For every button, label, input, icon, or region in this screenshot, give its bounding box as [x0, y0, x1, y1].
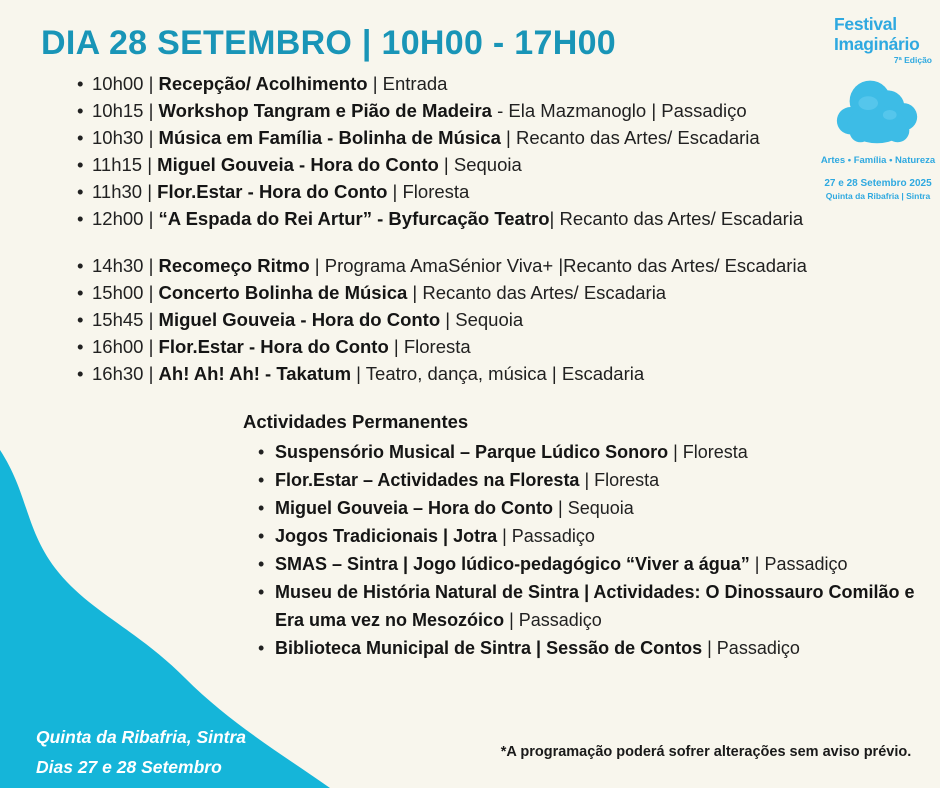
event-detail: | Floresta	[668, 442, 748, 462]
event-item	[258, 550, 918, 578]
event-item	[258, 578, 918, 634]
event-name: Música em Família - Bolinha de Música	[158, 127, 501, 148]
event-detail: 14h30 |	[92, 255, 159, 276]
event-detail: | Floresta	[387, 181, 470, 202]
event-detail: | Floresta	[388, 336, 471, 357]
event-item	[258, 522, 918, 550]
event-detail: 12h00 |	[92, 208, 159, 229]
logo-edition-label: 7ª Edição	[893, 55, 932, 65]
event-name: Miguel Gouveia - Hora do Conto	[158, 309, 441, 330]
footer-venue-line2: Dias 27 e 28 Setembro	[36, 757, 222, 777]
event-name: Flor.Estar – Actividades na Floresta	[275, 470, 580, 490]
event-detail: | Sequoia	[438, 154, 522, 175]
permanent-activities-heading: Actividades Permanentes	[243, 411, 469, 432]
event-item	[258, 634, 918, 662]
event-item	[258, 438, 918, 466]
event-name: Ah! Ah! Ah! - Takatum	[158, 363, 352, 384]
festival-logo	[818, 14, 938, 201]
event-name: “A Espada do Rei Artur” - Byfurcação Teatro	[158, 208, 550, 229]
event-item	[77, 70, 803, 97]
event-name: Workshop Tangram e Pião de Madeira	[158, 100, 492, 121]
event-detail: | Recanto das Artes/ Escadaria	[407, 282, 667, 303]
event-name: Flor.Estar - Hora do Conto	[157, 181, 388, 202]
event-detail: | Programa AmaSénior Viva+ |Recanto das Artes/ Escadaria	[309, 255, 807, 276]
event-detail: | Recanto das Artes/ Escadaria	[500, 127, 760, 148]
event-list-permanent	[258, 438, 918, 662]
event-detail: | Sequoia	[553, 498, 634, 518]
event-detail: 15h00 |	[92, 282, 159, 303]
disclaimer-note: *A programação poderá sofrer alterações sem aviso prévio.	[500, 744, 912, 760]
footer-venue-line1: Quinta da Ribafria, Sintra	[36, 727, 247, 747]
logo-word-festival: Festival	[834, 14, 897, 34]
event-detail: 10h30 |	[92, 127, 159, 148]
event-detail: | Sequoia	[440, 309, 524, 330]
event-name: Miguel Gouveia – Hora do Conto	[275, 498, 554, 518]
event-detail: | Passadiço	[702, 638, 800, 658]
event-name: SMAS – Sintra | Jogo lúdico-pedagógico “Viver a água”	[275, 554, 750, 574]
event-detail: | Teatro, dança, música | Escadaria	[351, 363, 645, 384]
logo-wordmark	[818, 14, 938, 54]
event-item	[77, 306, 807, 333]
event-detail: 10h00 |	[92, 73, 159, 94]
event-detail: | Recanto das Artes/ Escadaria	[549, 208, 804, 229]
event-detail: 16h30 |	[92, 363, 159, 384]
event-item	[77, 151, 803, 178]
event-item	[77, 205, 803, 232]
event-item	[77, 333, 807, 360]
event-name: Flor.Estar - Hora do Conto	[158, 336, 389, 357]
event-name: Jogos Tradicionais | Jotra	[275, 526, 498, 546]
event-name: Recepção/ Acolhimento	[158, 73, 368, 94]
event-item	[77, 252, 807, 279]
event-item	[77, 360, 807, 387]
event-detail: | Passadiço	[497, 526, 595, 546]
event-name: Recomeço Ritmo	[158, 255, 310, 276]
event-name: Concerto Bolinha de Música	[158, 282, 408, 303]
event-detail: 16h00 |	[92, 336, 159, 357]
event-name: Biblioteca Municipal de Sintra | Sessão de Contos	[275, 638, 703, 658]
page-title: DIA 28 SETEMBRO | 10H00 - 17H00	[41, 24, 616, 62]
event-detail: | Floresta	[579, 470, 660, 490]
event-detail: - Ela Mazmanoglo | Passadiço	[491, 100, 747, 121]
event-item	[77, 124, 803, 151]
event-item	[77, 97, 803, 124]
event-item	[258, 466, 918, 494]
event-detail: 10h15 |	[92, 100, 159, 121]
event-detail: | Passadiço	[504, 610, 602, 630]
event-detail: | Entrada	[367, 73, 448, 94]
event-list-morning	[77, 70, 803, 232]
event-detail: | Passadiço	[749, 554, 848, 574]
logo-venue: Quinta da Ribafria | Sintra	[825, 191, 931, 201]
logo-tagline: Artes • Família • Natureza	[820, 155, 936, 166]
logo-word-imaginario: Imaginário	[834, 34, 920, 54]
event-name: Miguel Gouveia - Hora do Conto	[157, 154, 439, 175]
event-item	[77, 178, 803, 205]
event-detail: 11h15 |	[92, 154, 158, 175]
event-list-afternoon	[77, 252, 807, 387]
event-name: Museu de História Natural de Sintra | Actividades: O Dinossauro Comilão e Era uma vez no Mesozóico	[275, 582, 915, 630]
event-item	[258, 494, 918, 522]
cloud-icon	[831, 69, 925, 149]
event-name: Suspensório Musical – Parque Lúdico Sonoro	[275, 442, 669, 462]
event-detail: 11h30 |	[92, 181, 158, 202]
event-item	[77, 279, 807, 306]
logo-dates: 27 e 28 Setembro 2025	[824, 178, 932, 189]
event-detail: 15h45 |	[92, 309, 159, 330]
footer-venue-block	[36, 722, 246, 782]
